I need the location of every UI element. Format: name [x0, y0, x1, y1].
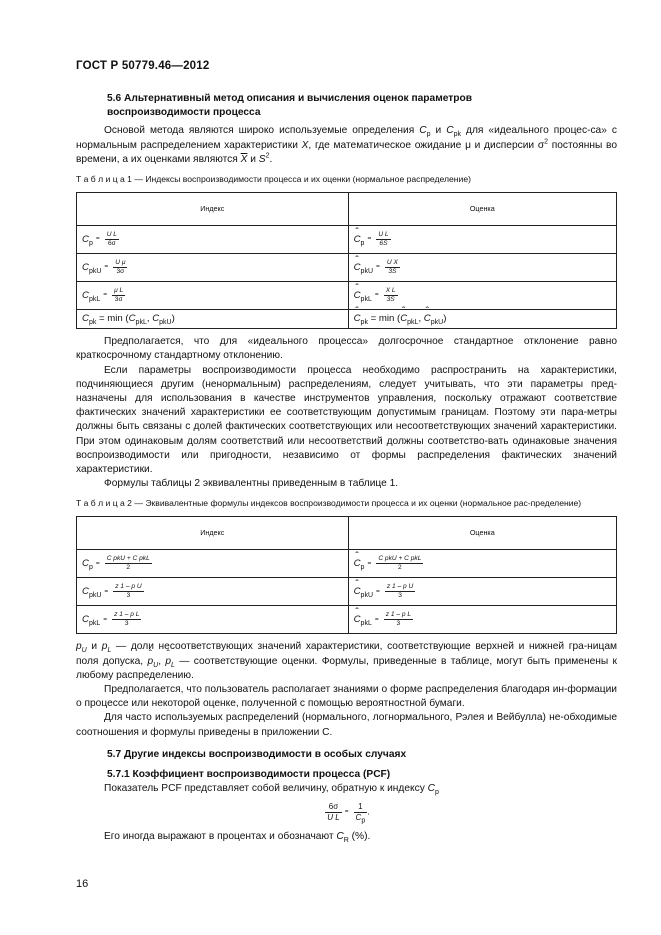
cp-subscript: p [426, 131, 431, 139]
cpkl-symbol: C [128, 313, 136, 325]
cpk-symbol: C [446, 125, 454, 137]
p5-and: и [86, 641, 102, 653]
cpku-symbol: C [152, 313, 160, 325]
cpkl-hat-symbol: ˆ C [400, 312, 407, 326]
section-5-7-1-heading: 5.7.1 Коэффициент воспроизводимости процесса (PCF) [107, 769, 391, 781]
fraction-numerator: U L [106, 231, 117, 239]
equals-sign: = [374, 291, 379, 299]
fraction-denominator: 6S [379, 240, 388, 248]
fraction-denominator [354, 813, 368, 823]
page-number: 16 [76, 878, 89, 890]
p8-text: Показатель PCF представляет собой величину, обратную к индексу [104, 783, 428, 795]
equals-sign: = [376, 587, 380, 595]
p1-text-f: . [269, 153, 273, 165]
min-text: = min ( [99, 313, 129, 325]
index-subscript: pkL [88, 620, 101, 628]
index-symbol: C [82, 558, 89, 570]
equals-sign: = [104, 263, 109, 271]
cp-subscript: p [361, 817, 366, 825]
cr-symbol: C [336, 831, 344, 843]
index-subscript: p [88, 239, 93, 247]
fraction-denominator: 3σ [114, 296, 123, 304]
cp-symbol: C [427, 783, 435, 795]
fraction-numerator: μ L [114, 287, 124, 295]
p9-text-b: (%). [348, 831, 371, 843]
table2-header-row [77, 517, 617, 550]
paragraph-4: Формулы таблицы 2 эквивалентны приведенным в таблице 1. [104, 478, 399, 490]
table1-caption: Т а б л и ц а 1 — Индексы воспроизводимости процесса и их оценки (нормальное распределение) [76, 174, 471, 185]
table1-cell-estimate [348, 282, 616, 310]
equals-sign: = [376, 263, 380, 271]
index-symbol: C [82, 262, 89, 274]
fraction [385, 583, 415, 600]
cp-symbol: C [355, 812, 362, 822]
fraction-numerator: U μ [115, 259, 126, 267]
fraction-denominator: 2 [398, 564, 402, 572]
p1-text-e: и [247, 153, 259, 165]
table-row [77, 550, 617, 578]
equals-sign: = [344, 808, 349, 816]
table-row [77, 578, 617, 606]
table1-cell-estimate: ˆ $C_{pk} = \min$ (ˆ $C_{pkL}$, ˆ $C_{pkU}$) [348, 310, 616, 329]
table-row [77, 310, 617, 329]
equals-sign: = [103, 615, 108, 623]
fraction-numerator: 6σ [325, 802, 341, 813]
table-row [77, 606, 617, 634]
estimate-subscript: pkU [360, 592, 373, 600]
fraction [112, 611, 141, 628]
paragraph-8 [76, 782, 617, 796]
table-row [77, 282, 617, 310]
index-subscript: pkU [88, 267, 102, 275]
p1-text-b: для «идеального процес-са» с нормальным распределением характеристики [76, 125, 617, 151]
estimate-subscript: pkU [360, 267, 373, 275]
cpk-symbol: C [82, 313, 89, 325]
equals-sign: = [367, 559, 372, 567]
table2-col-index: Индекс [77, 517, 349, 550]
p1-text-a: Основой метода являются широко используемые определения [104, 125, 420, 137]
paragraph-9 [76, 830, 617, 844]
fraction [376, 231, 390, 248]
index-subscript: p [88, 564, 93, 572]
estimate-symbol: ˆ C [354, 613, 361, 627]
equals-sign: = [104, 587, 109, 595]
table2-cell-estimate [348, 550, 616, 578]
page-content [76, 92, 617, 845]
paragraph-3: Если параметры воспроизводимости процесса необходимо распространить на характеристики, подчиняющиеся другим (ненормальным) распределениям, следует учитывать, что эти параметры пред-назначены для использования в качестве инструментов управления, поскольку отражают соответствие фактических значений характеристики ее соответствующим допустимым границам. Поэтому эти пара-метры должны быть связаны с долей фактических соответствующих или несоответствующих значений характеристики. При этом одинаковым долям соответствий или несоответствий должны соответство-вать одинаковые значения воспроизводимости или пригодности, независимо от формы распределения фактических значений характеристики. [76, 364, 617, 476]
fraction [112, 287, 125, 304]
table1-cell-index [77, 282, 349, 310]
estimate-symbol: ˆ C [354, 585, 361, 599]
table-2 [76, 516, 617, 634]
fraction-denominator: 3 [398, 592, 402, 600]
table2-cell-index [77, 578, 349, 606]
equals-sign: = [374, 615, 379, 623]
min-text: = min ( [370, 313, 401, 325]
fraction [113, 259, 127, 276]
table2-cell-index [77, 550, 349, 578]
table1-cell-index [77, 254, 349, 282]
estimate-subscript: pkL [360, 620, 372, 628]
fraction [113, 583, 143, 600]
s-exponent: 2 [265, 152, 270, 160]
equals-sign: = [95, 235, 100, 243]
table1-cell-estimate [348, 226, 616, 254]
pcf-formula: $\frac{6\sigma}{\text{U L}}$ = $\frac{1}{C_p}$ . [327, 802, 370, 825]
fraction-numerator: C pkU + C pkL [106, 555, 150, 563]
p1-text-c: , где математическое ожидание μ и дисперсии σ [308, 139, 545, 151]
fraction-denominator: 3 [396, 620, 401, 628]
cpk-subscript: pk [453, 131, 461, 139]
fraction [384, 287, 398, 304]
pu-hat-symbol: ˆ p [147, 655, 153, 669]
index-symbol: C [82, 290, 89, 302]
estimate-symbol: ˆ C [354, 233, 361, 247]
fraction-denominator: 3S [386, 296, 395, 304]
pl-hat-symbol: ˆ p [165, 655, 171, 669]
estimate-subscript: p [360, 239, 365, 247]
p1-text-d: постоянны во времени, а их оценками являются [76, 139, 617, 165]
cpku-hat-symbol: ˆ C [424, 312, 431, 326]
cr-subscript: R [343, 837, 349, 845]
fraction-numerator: z 1 – p U [386, 583, 414, 591]
fraction-numerator: z 1 – p L [114, 611, 140, 619]
table-row [77, 226, 617, 254]
table1-col-estimate: Оценка [348, 193, 616, 226]
paragraph-7: Для часто используемых распределений (нормального, логнормального, Рэлея и Вейбулла) не-обходимые соотношения и формулы приведены в приложении С. [76, 712, 617, 738]
table2-cell-estimate [348, 606, 616, 634]
s-symbol: S [258, 153, 266, 165]
sigma-exponent: 2 [544, 138, 549, 146]
p5-text-c: — доли несоответствующих значений характеристики, соответствующие верхней и нижней гра-ницам поля допуска, [76, 641, 617, 667]
equals-sign: = [103, 291, 108, 299]
cp-subscript: p [434, 789, 439, 797]
fraction [105, 555, 152, 572]
cpk-subscript: pk [360, 318, 368, 326]
fraction-denominator: 3S [388, 268, 397, 276]
estimate-symbol: ˆ C [354, 289, 361, 303]
section-5-6-heading-line1: 5.6 Альтернативный метод описания и вычисления оценок параметров [107, 93, 472, 104]
fraction [385, 259, 400, 276]
paragraph-2: Предполагается, что для «идеального процесса» долгосрочное стандартное отклонение равно краткосрочному стандартному отклонению. [76, 336, 617, 362]
pl-subscript: L [107, 647, 112, 655]
fraction-numerator: 1 [354, 802, 368, 813]
index-symbol: C [82, 234, 89, 246]
table1-cell-index: $C_{pk} = \min (C_{pkL}$, $C_{pkU}$) [77, 310, 349, 329]
fraction-numerator: U L [378, 231, 389, 239]
fraction-denominator: 3σ [116, 268, 125, 276]
estimate-subscript: p [360, 564, 365, 572]
table2-cell-estimate [348, 578, 616, 606]
fraction-numerator: U X [386, 259, 398, 267]
fraction [376, 555, 423, 572]
equals-sign: = [95, 559, 100, 567]
index-symbol: C [82, 614, 89, 626]
paragraph-6: Предполагается, что пользователь располагает знаниями о форме распределения благодаря ин-формации о процессе или некоторой оценке, полученной с помощью вероятностной бумаги. [76, 684, 617, 710]
xbar-symbol: $\overline{X}$ [240, 153, 248, 165]
fraction-numerator: z 1 – p U [115, 583, 142, 591]
standard-id: ГОСТ Р 50779.46—2012 [76, 60, 210, 72]
fraction [384, 611, 413, 628]
equals-sign: = [367, 235, 372, 243]
p9-text-a: Его иногда выражают в процентах и обозначают [104, 831, 337, 843]
pl-symbol: p [101, 641, 108, 653]
pu-hat-subscript: U [153, 661, 159, 669]
fraction-denominator: 3 [124, 620, 129, 628]
cpkl-subscript: pkL [135, 318, 147, 326]
pu-subscript: U [81, 647, 87, 655]
p1-and: и [430, 125, 447, 137]
table-row [77, 254, 617, 282]
fraction-denominator: 2 [126, 564, 131, 572]
table1-cell-estimate [348, 254, 616, 282]
index-symbol: C [82, 586, 89, 598]
fraction [354, 802, 368, 825]
estimate-symbol: ˆ C [354, 261, 361, 275]
fraction-denominator: 6σ [107, 240, 116, 248]
cpk-subscript: pk [88, 318, 97, 326]
cpkl-subscript: pkL [407, 318, 419, 326]
section-5-7-heading: 5.7 Другие индексы воспроизводимости в особых случаях [107, 748, 407, 760]
fraction [325, 802, 341, 822]
fraction [105, 231, 119, 248]
p5-text-d: — соответствующие оценки. Формулы, приведенные в таблице, могут быть применены к любому распределению. [76, 655, 617, 681]
table1-col-index: Индекс [77, 193, 349, 226]
table2-caption: Т а б л и ц а 2 — Эквивалентные формулы индексов воспроизводимости процесса и их оценки (нормальное рас-пределение) [76, 498, 582, 509]
fraction-denominator: 3 [126, 592, 131, 600]
paragraph-1 [76, 124, 617, 167]
section-5-6-heading-line2: воспроизводимости процесса [107, 107, 261, 119]
cpku-subscript: pkU [159, 318, 172, 326]
cp-symbol: C [419, 125, 427, 137]
fraction-numerator: z 1 – p L [385, 611, 411, 619]
fraction-numerator: C pkU + C pkL [378, 555, 422, 563]
cpk-hat-symbol: ˆ C [354, 312, 361, 326]
pu-symbol: p [76, 641, 82, 653]
x-symbol: X [301, 139, 309, 151]
table2-cell-index [77, 606, 349, 634]
estimate-subscript: pkL [360, 295, 372, 303]
table1-header-row [77, 193, 617, 226]
estimate-symbol: ˆ C [354, 557, 361, 571]
index-subscript: pkU [88, 592, 102, 600]
table1-cell-index [77, 226, 349, 254]
paragraph-5: $p_U$ и $p_L$ — доли несоответствующих значений характеристики, соответствующие верхней и нижней гра-ницам поля допуска, ˆ $p_U$, ˆ $p_L$ — соответствующие оценки. Формулы, приведенные в таблице, могут быть применены к любому распределению. [76, 640, 617, 683]
cpku-subscript: pkU [430, 318, 444, 326]
pl-hat-subscript: L [171, 661, 175, 669]
table-1 [76, 192, 617, 329]
table2-col-estimate: Оценка [348, 517, 616, 550]
index-subscript: pkL [88, 295, 101, 303]
fraction-numerator: X L [385, 287, 396, 295]
fraction-denominator: U L [327, 812, 340, 822]
